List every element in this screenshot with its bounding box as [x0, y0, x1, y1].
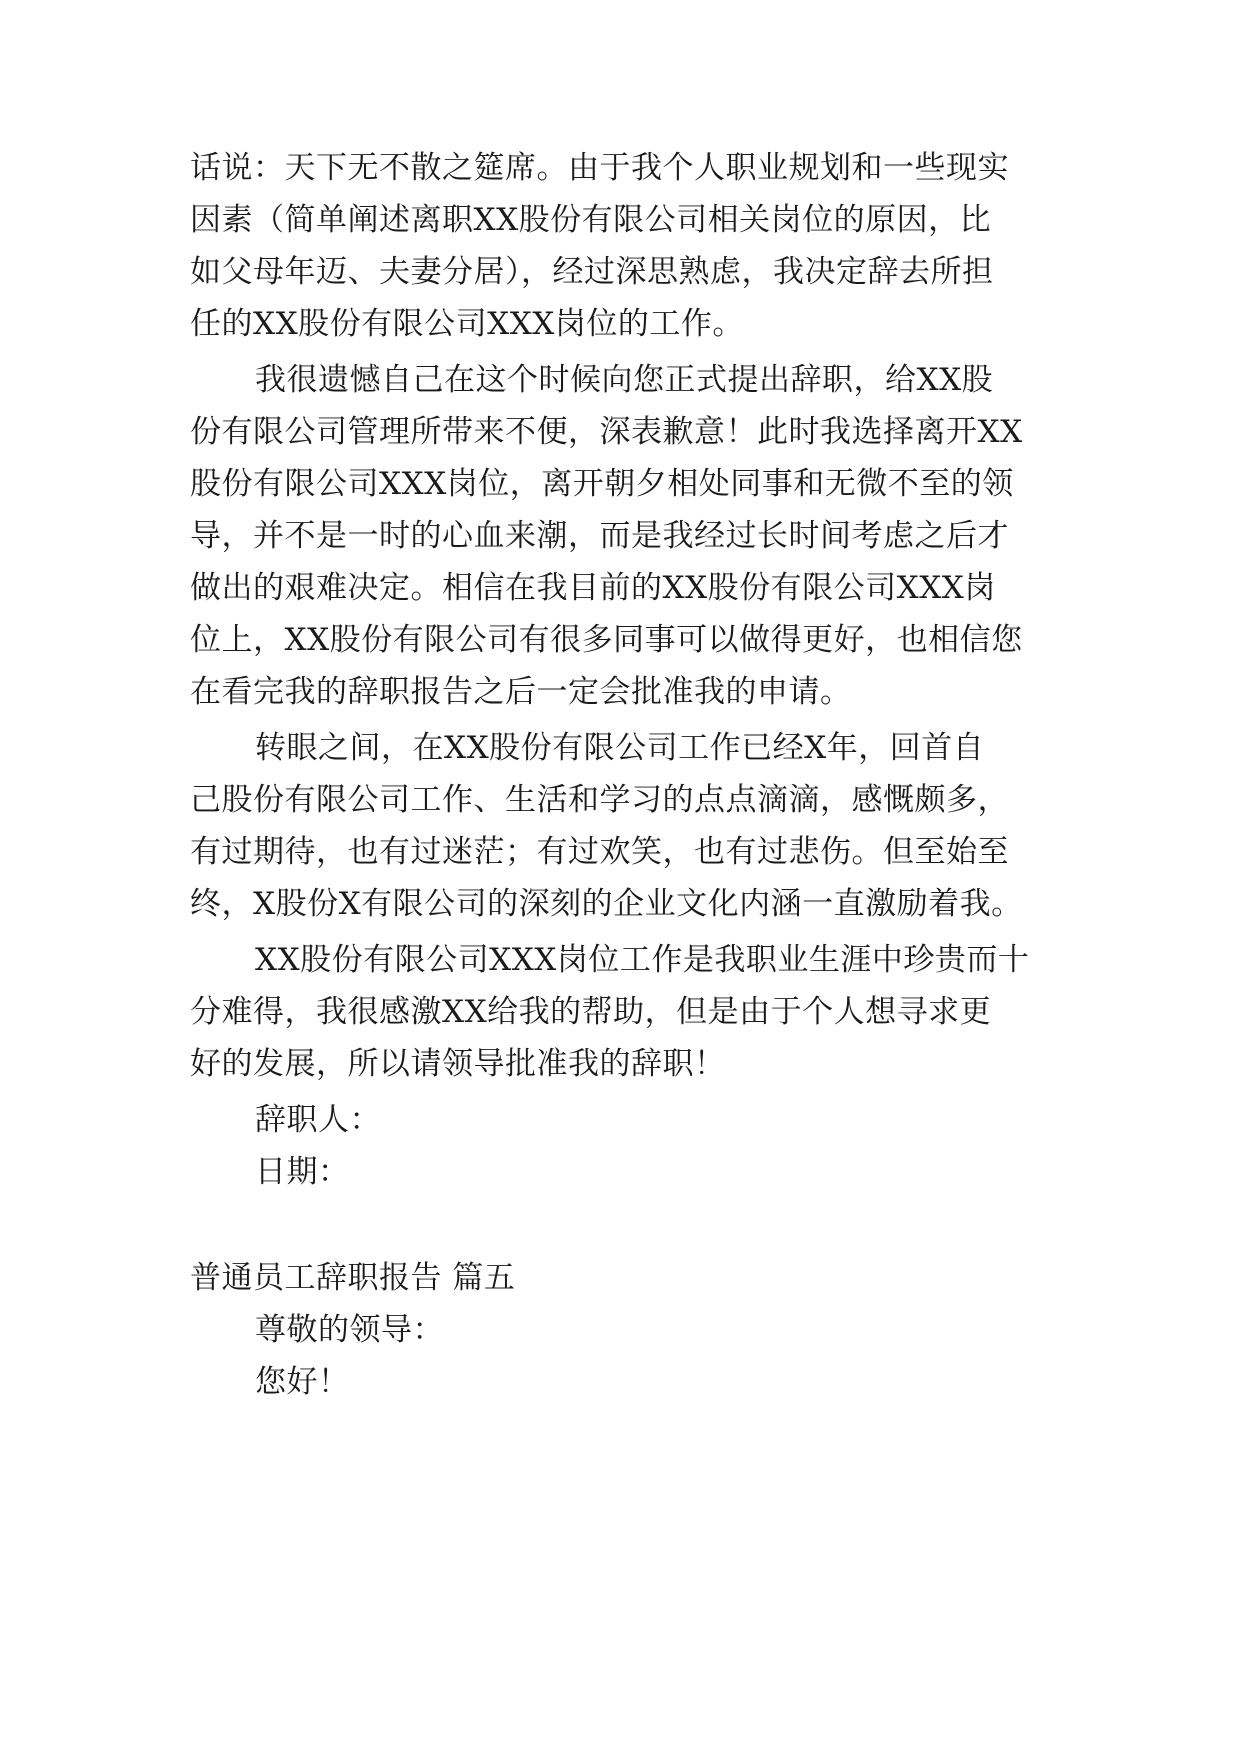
paragraph-4-line-2: 分难得，我很感激XX给我的帮助，但是由于个人想寻求更	[190, 994, 992, 1030]
paragraph-2-line-1: 我很遗憾自己在这个时候向您正式提出辞职，给XX股	[255, 362, 994, 398]
paragraph-2-line-6: 位上，XX股份有限公司有很多同事可以做得更好，也相信您	[190, 622, 1023, 658]
paragraph-1-line-3: 如父母年迈、夫妻分居），经过深思熟虑，我决定辞去所担	[190, 254, 994, 290]
date-label: 日期：	[255, 1154, 350, 1190]
paragraph-4-line-3: 好的发展，所以请领导批准我的辞职！	[190, 1046, 726, 1082]
resigner-label: 辞职人：	[255, 1102, 381, 1138]
paragraph-2-line-7: 在看完我的辞职报告之后一定会批准我的申请。	[190, 674, 852, 710]
paragraph-1-line-2: 因素（简单阐述离职XX股份有限公司相关岗位的原因，比	[190, 202, 992, 238]
salutation: 尊敬的领导：	[255, 1312, 444, 1348]
paragraph-1-line-1: 话说：天下无不散之筵席。由于我个人职业规划和一些现实	[190, 150, 1009, 186]
paragraph-2-line-5: 做出的艰难决定。相信在我目前的XX股份有限公司XXX岗	[190, 570, 996, 606]
paragraph-3-line-2: 己股份有限公司工作、生活和学习的点点滴滴，感慨颇多，	[190, 782, 1009, 818]
paragraph-1-line-4: 任的XX股份有限公司XXX岗位的工作。	[190, 306, 744, 342]
paragraph-2-line-2: 份有限公司管理所带来不便，深表歉意！此时我选择离开XX	[190, 414, 1023, 450]
paragraph-4-line-1: XX股份有限公司XXX岗位工作是我职业生涯中珍贵而十	[255, 942, 1030, 978]
greeting: 您好！	[255, 1364, 350, 1400]
paragraph-3-line-3: 有过期待，也有过迷茫；有过欢笑，也有过悲伤。但至始至	[190, 834, 1009, 870]
paragraph-2-line-4: 导，并不是一时的心血来潮，而是我经过长时间考虑之后才	[190, 518, 1009, 554]
paragraph-2-line-3: 股份有限公司XXX岗位，离开朝夕相处同事和无微不至的领	[190, 466, 1014, 502]
paragraph-3-line-4: 终，X股份X有限公司的深刻的企业文化内涵一直激励着我。	[190, 886, 1023, 922]
paragraph-3-line-1: 转眼之间，在XX股份有限公司工作已经X年，回首自	[255, 730, 985, 766]
section-title: 普通员工辞职报告 篇五	[190, 1260, 516, 1296]
